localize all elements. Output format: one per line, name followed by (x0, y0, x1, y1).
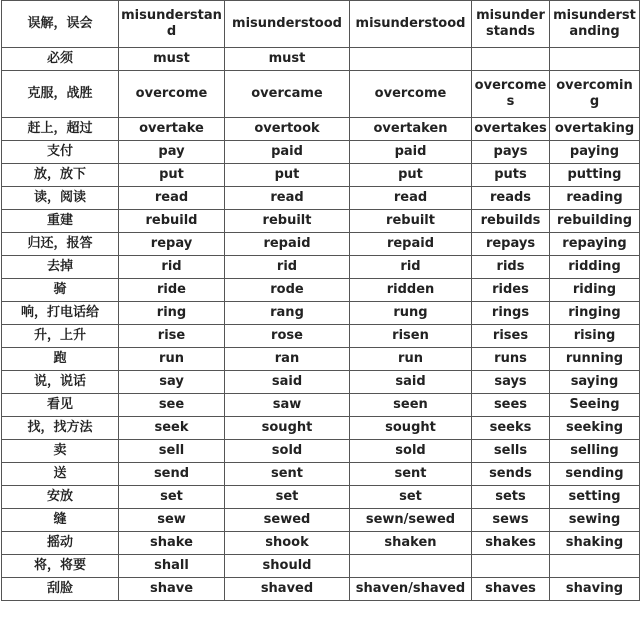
past-participle-cell: repaid (350, 233, 472, 256)
third-person-cell: sells (472, 440, 550, 463)
meaning-cell: 看见 (2, 394, 119, 417)
base-form-cell: overtake (119, 118, 225, 141)
ing-form-cell: putting (550, 164, 640, 187)
base-form-cell: ride (119, 279, 225, 302)
base-form-cell: sew (119, 509, 225, 532)
base-form-cell: repay (119, 233, 225, 256)
past-tense-cell: set (225, 486, 350, 509)
past-participle-cell: rebuilt (350, 210, 472, 233)
past-participle-cell: shaken (350, 532, 472, 555)
past-tense-cell: rode (225, 279, 350, 302)
third-person-cell: sets (472, 486, 550, 509)
past-tense-cell: must (225, 48, 350, 71)
header-past-cell: misunderstood (225, 1, 350, 48)
header-third-person-cell: misunderstands (472, 1, 550, 48)
ing-form-cell: reading (550, 187, 640, 210)
past-tense-cell: sought (225, 417, 350, 440)
table-row (2, 486, 640, 509)
header-row (2, 1, 640, 48)
meaning-cell: 支付 (2, 141, 119, 164)
past-participle-cell: paid (350, 141, 472, 164)
ing-form-cell: running (550, 348, 640, 371)
third-person-cell: rids (472, 256, 550, 279)
ing-form-cell: sending (550, 463, 640, 486)
third-person-cell: rises (472, 325, 550, 348)
third-person-cell: rings (472, 302, 550, 325)
ing-form-cell: rebuilding (550, 210, 640, 233)
third-person-cell: overtakes (472, 118, 550, 141)
base-form-cell: sell (119, 440, 225, 463)
base-form-cell: overcome (119, 71, 225, 118)
past-tense-cell: repaid (225, 233, 350, 256)
table-row (2, 463, 640, 486)
table-row (2, 118, 640, 141)
past-participle-cell: ridden (350, 279, 472, 302)
base-form-cell: ring (119, 302, 225, 325)
past-participle-cell: sent (350, 463, 472, 486)
third-person-cell: rides (472, 279, 550, 302)
meaning-cell: 重建 (2, 210, 119, 233)
table-row (2, 532, 640, 555)
table-row (2, 555, 640, 578)
base-form-cell: say (119, 371, 225, 394)
meaning-cell: 送 (2, 463, 119, 486)
past-participle-cell: sold (350, 440, 472, 463)
third-person-cell: shaves (472, 578, 550, 601)
header-base-cell: misunderstand (119, 1, 225, 48)
base-form-cell: rid (119, 256, 225, 279)
third-person-cell: puts (472, 164, 550, 187)
past-tense-cell: overtook (225, 118, 350, 141)
past-tense-cell: put (225, 164, 350, 187)
third-person-cell: sews (472, 509, 550, 532)
table-row (2, 325, 640, 348)
past-participle-cell: overcome (350, 71, 472, 118)
ing-form-cell: seeking (550, 417, 640, 440)
past-participle-cell: overtaken (350, 118, 472, 141)
table-row (2, 279, 640, 302)
base-form-cell: read (119, 187, 225, 210)
past-participle-cell: put (350, 164, 472, 187)
table-row (2, 394, 640, 417)
third-person-cell (472, 555, 550, 578)
table-row (2, 440, 640, 463)
past-tense-cell: ran (225, 348, 350, 371)
base-form-cell: send (119, 463, 225, 486)
base-form-cell: pay (119, 141, 225, 164)
meaning-cell: 摇动 (2, 532, 119, 555)
past-participle-cell: seen (350, 394, 472, 417)
past-tense-cell: said (225, 371, 350, 394)
table-row (2, 141, 640, 164)
base-form-cell: shall (119, 555, 225, 578)
past-participle-cell: run (350, 348, 472, 371)
table-row (2, 210, 640, 233)
third-person-cell: sees (472, 394, 550, 417)
ing-form-cell: shaking (550, 532, 640, 555)
past-tense-cell: saw (225, 394, 350, 417)
meaning-cell: 跑 (2, 348, 119, 371)
base-form-cell: seek (119, 417, 225, 440)
ing-form-cell: overcoming (550, 71, 640, 118)
meaning-cell: 安放 (2, 486, 119, 509)
table-row (2, 187, 640, 210)
table-row (2, 509, 640, 532)
header-ing-cell: misunderstanding (550, 1, 640, 48)
third-person-cell: says (472, 371, 550, 394)
meaning-cell: 骑 (2, 279, 119, 302)
meaning-cell: 找，找方法 (2, 417, 119, 440)
past-participle-cell: sewn/sewed (350, 509, 472, 532)
meaning-cell: 必须 (2, 48, 119, 71)
base-form-cell: see (119, 394, 225, 417)
third-person-cell: rebuilds (472, 210, 550, 233)
third-person-cell: shakes (472, 532, 550, 555)
base-form-cell: shave (119, 578, 225, 601)
third-person-cell: runs (472, 348, 550, 371)
ing-form-cell: Seeing (550, 394, 640, 417)
meaning-cell: 升，上升 (2, 325, 119, 348)
meaning-cell: 去掉 (2, 256, 119, 279)
past-tense-cell: paid (225, 141, 350, 164)
ing-form-cell: repaying (550, 233, 640, 256)
base-form-cell: must (119, 48, 225, 71)
third-person-cell: seeks (472, 417, 550, 440)
meaning-cell: 赶上，超过 (2, 118, 119, 141)
table-row (2, 256, 640, 279)
base-form-cell: run (119, 348, 225, 371)
meaning-cell: 克服，战胜 (2, 71, 119, 118)
third-person-cell: sends (472, 463, 550, 486)
meaning-cell: 归还，报答 (2, 233, 119, 256)
ing-form-cell: saying (550, 371, 640, 394)
past-tense-cell: should (225, 555, 350, 578)
table-row (2, 371, 640, 394)
past-participle-cell: shaven/shaved (350, 578, 472, 601)
ing-form-cell: overtaking (550, 118, 640, 141)
third-person-cell: pays (472, 141, 550, 164)
past-participle-cell: read (350, 187, 472, 210)
meaning-cell: 卖 (2, 440, 119, 463)
meaning-cell: 说，说话 (2, 371, 119, 394)
ing-form-cell: shaving (550, 578, 640, 601)
past-tense-cell: overcame (225, 71, 350, 118)
table-row (2, 417, 640, 440)
meaning-cell: 将，将要 (2, 555, 119, 578)
table-row (2, 48, 640, 71)
past-tense-cell: rid (225, 256, 350, 279)
table-row (2, 302, 640, 325)
table-row (2, 578, 640, 601)
ing-form-cell: selling (550, 440, 640, 463)
ing-form-cell: riding (550, 279, 640, 302)
past-participle-cell: sought (350, 417, 472, 440)
ing-form-cell: setting (550, 486, 640, 509)
ing-form-cell: paying (550, 141, 640, 164)
past-tense-cell: rang (225, 302, 350, 325)
third-person-cell: repays (472, 233, 550, 256)
third-person-cell (472, 48, 550, 71)
past-tense-cell: sold (225, 440, 350, 463)
ing-form-cell: ridding (550, 256, 640, 279)
meaning-cell: 刮脸 (2, 578, 119, 601)
past-tense-cell: sewed (225, 509, 350, 532)
ing-form-cell (550, 555, 640, 578)
table-row (2, 348, 640, 371)
ing-form-cell: sewing (550, 509, 640, 532)
past-participle-cell: set (350, 486, 472, 509)
past-participle-cell: risen (350, 325, 472, 348)
third-person-cell: overcomes (472, 71, 550, 118)
past-participle-cell: said (350, 371, 472, 394)
ing-form-cell (550, 48, 640, 71)
past-participle-cell (350, 48, 472, 71)
past-tense-cell: rebuilt (225, 210, 350, 233)
base-form-cell: set (119, 486, 225, 509)
past-tense-cell: shaved (225, 578, 350, 601)
header-past-participle-cell: misunderstood (350, 1, 472, 48)
past-tense-cell: rose (225, 325, 350, 348)
meaning-cell: 读，阅读 (2, 187, 119, 210)
meaning-cell: 缝 (2, 509, 119, 532)
verb-forms-table (1, 0, 640, 601)
past-participle-cell: rid (350, 256, 472, 279)
ing-form-cell: ringing (550, 302, 640, 325)
ing-form-cell: rising (550, 325, 640, 348)
table-row (2, 71, 640, 118)
table-row (2, 164, 640, 187)
base-form-cell: rise (119, 325, 225, 348)
meaning-cell: 放，放下 (2, 164, 119, 187)
base-form-cell: put (119, 164, 225, 187)
base-form-cell: rebuild (119, 210, 225, 233)
past-tense-cell: sent (225, 463, 350, 486)
past-tense-cell: shook (225, 532, 350, 555)
third-person-cell: reads (472, 187, 550, 210)
past-participle-cell: rung (350, 302, 472, 325)
past-tense-cell: read (225, 187, 350, 210)
header-meaning-cell: 误解，误会 (2, 1, 119, 48)
table-row (2, 233, 640, 256)
base-form-cell: shake (119, 532, 225, 555)
meaning-cell: 响，打电话给 (2, 302, 119, 325)
past-participle-cell (350, 555, 472, 578)
